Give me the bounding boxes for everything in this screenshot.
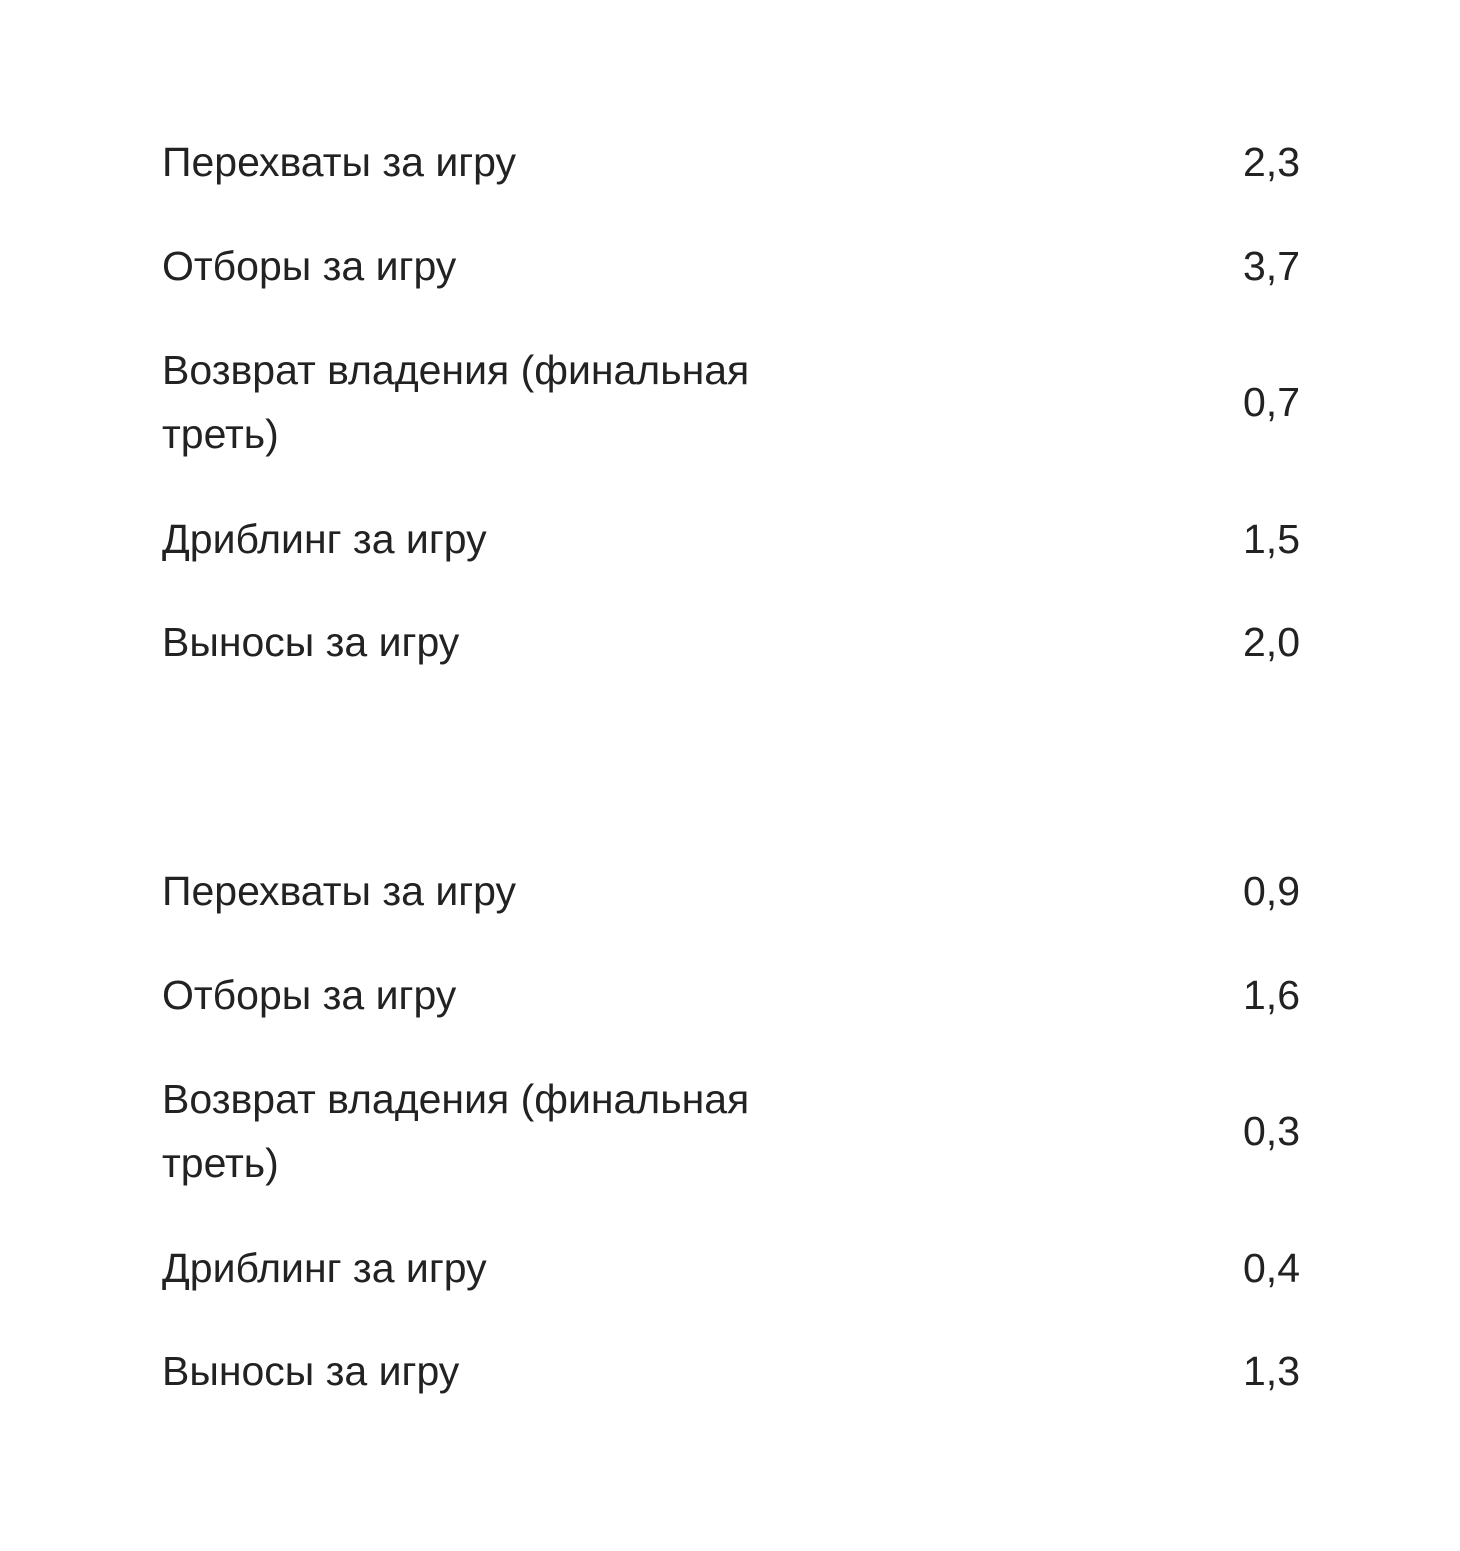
stat-value: 2,0: [1243, 619, 1300, 665]
table-row: [162, 963, 1300, 1027]
stat-label: Отборы за игру: [162, 243, 457, 289]
table-row: [162, 234, 1300, 298]
table-row: [162, 507, 1300, 571]
table-row: [162, 1339, 1300, 1403]
stat-value: 0,4: [1243, 1245, 1300, 1291]
stats-table-2: [162, 859, 1300, 1403]
stat-value: 1,6: [1243, 972, 1300, 1018]
stat-label: Дриблинг за игру: [162, 1245, 487, 1291]
stat-value: 0,3: [1243, 1108, 1300, 1154]
stat-label: Перехваты за игру: [162, 139, 517, 185]
stat-label: Возврат владения (финальная треть): [162, 1076, 750, 1186]
stat-value: 3,7: [1243, 243, 1300, 289]
table-row: [162, 338, 1300, 466]
table-row: [162, 1067, 1300, 1195]
stat-label: Возврат владения (финальная треть): [162, 347, 750, 457]
stat-value: 0,9: [1243, 868, 1300, 914]
stat-label: Выносы за игру: [162, 1348, 460, 1394]
stat-label: Перехваты за игру: [162, 868, 517, 914]
stat-value: 1,3: [1243, 1348, 1300, 1394]
stat-value: 0,7: [1243, 379, 1300, 425]
stat-label: Дриблинг за игру: [162, 516, 487, 562]
table-row: [162, 610, 1300, 674]
table-row: [162, 130, 1300, 194]
stat-value: 1,5: [1243, 516, 1300, 562]
stat-value: 2,3: [1243, 139, 1300, 185]
table-row: [162, 1236, 1300, 1300]
table-row: [162, 859, 1300, 923]
stats-table-1: [162, 130, 1300, 674]
stat-label: Отборы за игру: [162, 972, 457, 1018]
stat-label: Выносы за игру: [162, 619, 460, 665]
